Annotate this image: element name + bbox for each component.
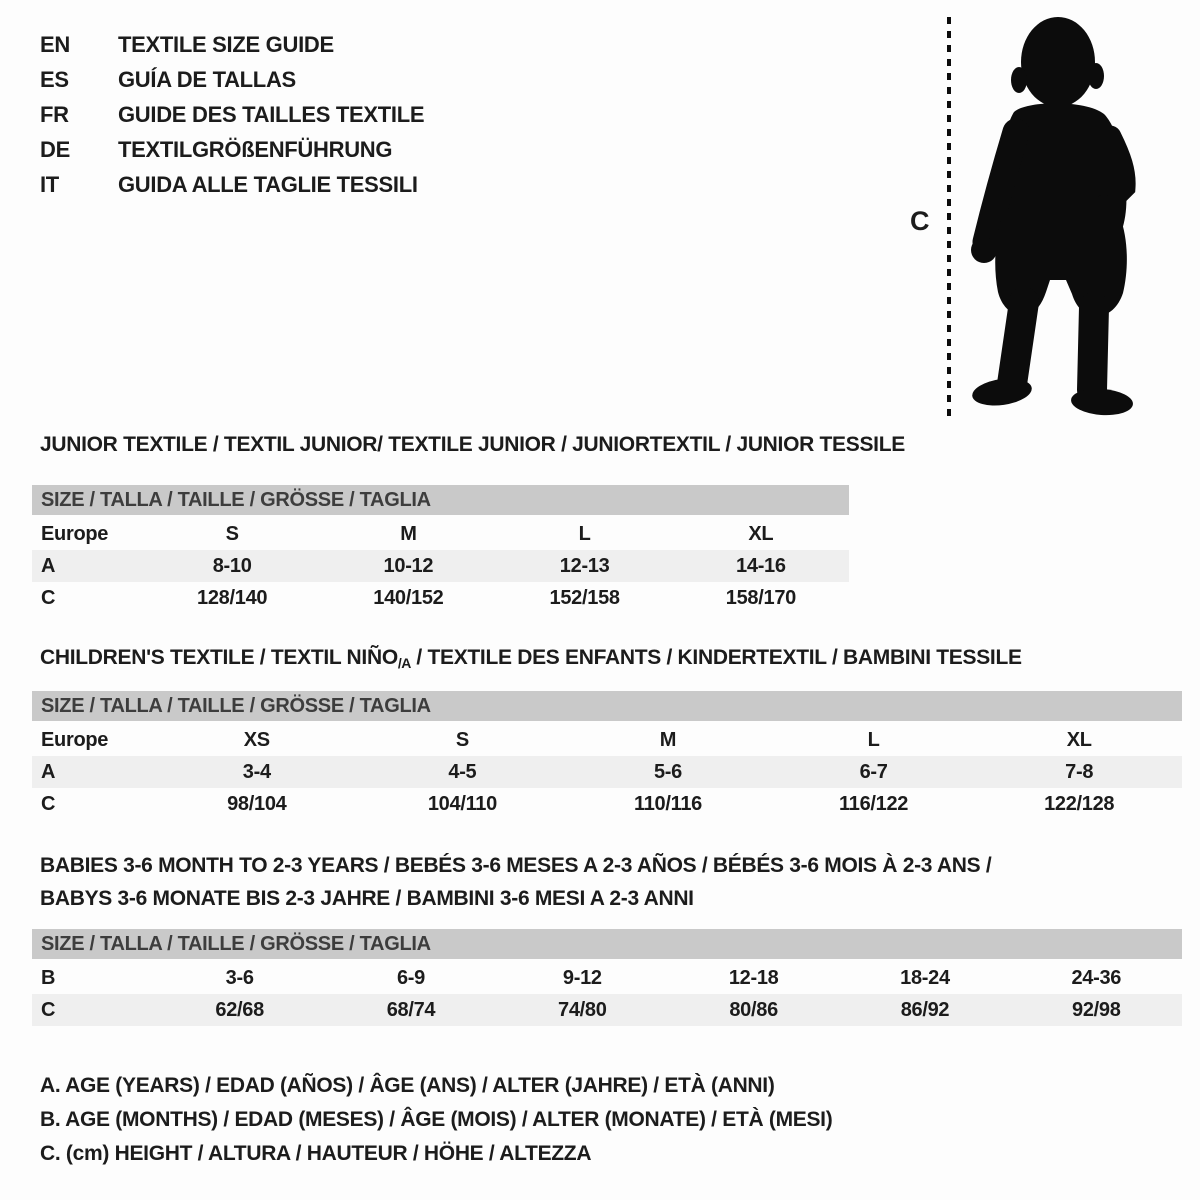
row-label: A xyxy=(41,761,56,783)
height-cell: 74/80 xyxy=(558,999,607,1021)
babies-size-table xyxy=(32,929,1182,1026)
height-cell: 152/158 xyxy=(549,587,620,609)
age-cell: 9-12 xyxy=(562,967,602,989)
language-code: EN xyxy=(40,31,70,57)
babies-title-line-1: BABIES 3-6 MONTH TO 2-3 YEARS / BEBÉS 3-6 MESES A 2-3 AÑOS / BÉBÉS 3-6 MOIS À 2-3 ANS / xyxy=(40,854,992,877)
size-header-text: SIZE / TALLA / TAILLE / GRÖSSE / TAGLIA xyxy=(41,489,431,511)
table-row-height-cm xyxy=(32,994,1182,1026)
age-cell: 3-4 xyxy=(242,761,271,783)
height-cell: 98/104 xyxy=(227,793,287,815)
size-header-bar xyxy=(32,485,849,515)
age-cell: 6-9 xyxy=(396,967,425,989)
guide-title-it: GUIDA ALLE TAGLIE TESSILI xyxy=(118,171,418,197)
table-row-europe xyxy=(32,724,1182,756)
language-row-en xyxy=(40,27,424,62)
language-header xyxy=(40,27,424,202)
size-cell: S xyxy=(225,523,239,545)
language-row-de xyxy=(40,132,424,167)
children-size-table xyxy=(32,691,1182,820)
toddler-silhouette xyxy=(962,12,1140,418)
language-code: IT xyxy=(40,171,59,197)
height-cell: 158/170 xyxy=(725,587,796,609)
age-cell: 12-13 xyxy=(559,555,610,577)
size-cell: XL xyxy=(748,523,774,545)
age-cell: 6-7 xyxy=(859,761,888,783)
language-row-es xyxy=(40,62,424,97)
children-title-sub: /A xyxy=(397,655,411,671)
size-cell: L xyxy=(578,523,591,545)
age-cell: 14-16 xyxy=(736,555,786,577)
language-code: DE xyxy=(40,136,70,162)
height-cell: 128/140 xyxy=(197,587,268,609)
row-label: C xyxy=(41,793,56,815)
height-cell: 104/110 xyxy=(427,793,497,815)
row-label: C xyxy=(41,587,56,609)
language-row-it xyxy=(40,167,424,202)
size-cell: XS xyxy=(243,729,270,751)
age-cell: 3-6 xyxy=(225,967,254,989)
row-label: A xyxy=(41,555,56,577)
age-cell: 4-5 xyxy=(448,761,477,783)
size-cell: M xyxy=(659,729,677,751)
table-row-height-cm xyxy=(32,582,849,614)
size-header-bar xyxy=(32,691,1182,721)
age-cell: 7-8 xyxy=(1065,761,1094,783)
language-row-fr xyxy=(40,97,424,132)
junior-section-title-text: JUNIOR TEXTILE / TEXTIL JUNIOR/ TEXTILE JUNIOR / JUNIORTEXTIL / JUNIOR TESSILE xyxy=(40,433,905,456)
size-cell: XL xyxy=(1066,729,1092,751)
height-cell: 92/98 xyxy=(1072,999,1121,1021)
table-row-height-cm xyxy=(32,788,1182,820)
height-measure-dashed-line xyxy=(947,17,951,417)
height-cell: 62/68 xyxy=(215,999,264,1021)
age-cell: 24-36 xyxy=(1071,967,1122,989)
size-header-text: SIZE / TALLA / TAILLE / GRÖSSE / TAGLIA xyxy=(41,933,431,955)
junior-size-table xyxy=(32,485,849,614)
size-cell: M xyxy=(400,523,417,545)
height-cell: 80/86 xyxy=(729,999,778,1021)
legend-height-cm: C. (cm) HEIGHT / ALTURA / HAUTEUR / HÖHE / ALTEZZA xyxy=(40,1142,592,1165)
height-cell: 116/122 xyxy=(839,793,909,815)
guide-title-es: GUÍA DE TALLAS xyxy=(118,66,296,92)
height-measure-label: C xyxy=(910,206,930,236)
row-label: Europe xyxy=(41,523,109,545)
height-cell: 86/92 xyxy=(900,999,950,1021)
children-title-suffix: / TEXTILE DES ENFANTS / KINDERTEXTIL / BAMBINI TESSILE xyxy=(410,646,1022,669)
babies-title-line-2: BABYS 3-6 MONATE BIS 2-3 JAHRE / BAMBINI 3-6 MESI A 2-3 ANNI xyxy=(40,887,694,910)
height-cell: 140/152 xyxy=(373,587,444,609)
language-code: ES xyxy=(40,66,69,92)
measure-legend xyxy=(40,1069,832,1171)
size-cell: L xyxy=(867,729,880,751)
age-cell: 10-12 xyxy=(383,555,434,577)
legend-age-months: B. AGE (MONTHS) / EDAD (MESES) / ÂGE (MOIS) / ALTER (MONATE) / ETÀ (MESI) xyxy=(40,1108,833,1131)
table-row-europe xyxy=(32,518,849,550)
legend-age-years: A. AGE (YEARS) / EDAD (AÑOS) / ÂGE (ANS) / ALTER (JAHRE) / ETÀ (ANNI) xyxy=(40,1074,775,1097)
guide-title-fr: GUIDE DES TAILLES TEXTILE xyxy=(118,101,425,127)
size-cell: S xyxy=(455,729,469,751)
guide-title-en: TEXTILE SIZE GUIDE xyxy=(118,31,334,57)
height-cell: 68/74 xyxy=(386,999,436,1021)
height-cell: 122/128 xyxy=(1044,793,1115,815)
guide-title-de: TEXTILGRÖßENFÜHRUNG xyxy=(118,136,393,162)
table-row-age-years xyxy=(32,550,849,582)
row-label: B xyxy=(41,967,56,989)
age-cell: 18-24 xyxy=(900,967,950,989)
age-cell: 8-10 xyxy=(212,555,252,577)
junior-section-title xyxy=(40,428,905,461)
height-cell: 110/116 xyxy=(633,793,702,815)
table-row-age-months xyxy=(32,962,1182,994)
table-row-age-years xyxy=(32,756,1182,788)
size-header-bar xyxy=(32,929,1182,959)
row-label: C xyxy=(41,999,56,1021)
children-section-title xyxy=(40,641,1022,680)
language-code: FR xyxy=(40,101,69,127)
babies-section-title xyxy=(40,849,991,915)
age-cell: 12-18 xyxy=(728,967,779,989)
children-title-prefix: CHILDREN'S TEXTILE / TEXTIL NIÑO xyxy=(40,646,398,669)
row-label: Europe xyxy=(41,729,109,751)
size-header-text: SIZE / TALLA / TAILLE / GRÖSSE / TAGLIA xyxy=(41,695,431,717)
age-cell: 5-6 xyxy=(653,761,682,783)
